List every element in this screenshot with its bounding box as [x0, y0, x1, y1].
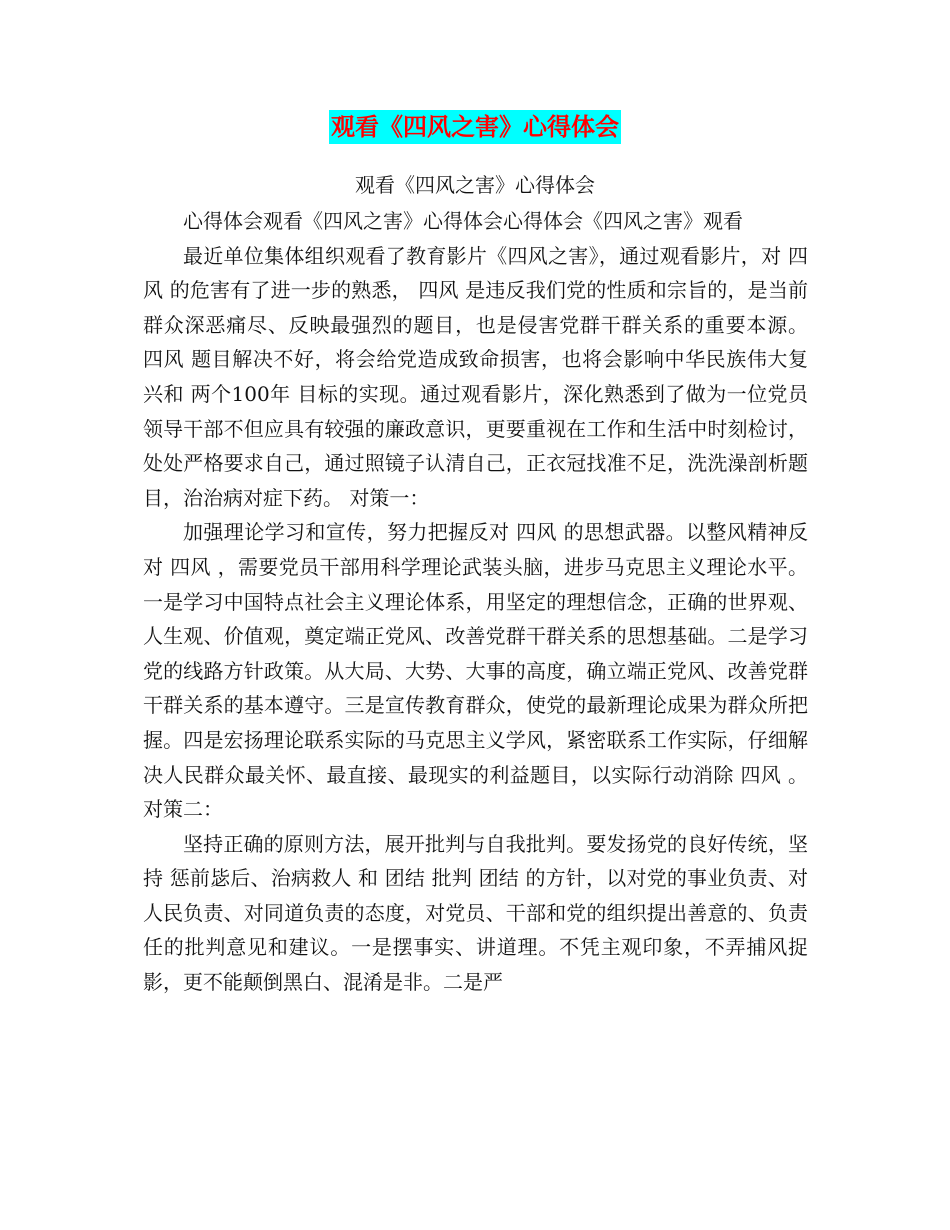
paragraph-summary: 最近单位集体组织观看了教育影片《四风之害》，通过观看影片，对 四风 的危害有了进一步的熟悉， 四风 是违反我们党的性质和宗旨的，是当前群众深恶痛尽、反映最强烈的题目，也是侵害党群干群关系的重要本源。 四风 题目解决不好，将会给党造成致命损害，也将会影响中华民族伟大复兴和 两个100年 目标的实现。通过观看影片，深化熟悉到了做为一位党员领导干部不但应具有较强的廉政意识，更要重视在工作和生活中时刻检讨，处处严格要求自己，通过照镜子认清自己，正衣冠找准不足，洗洗澡剖析题目，治治病对症下药。 对策一：: [143, 243, 808, 510]
paragraph-strategy-one: 加强理论学习和宣传，努力把握反对 四风 的思想武器。以整风精神反对 四风 ，需要党员干部用科学理论武装头脑，进步马克思主义理论水平。一是学习中国特点社会主义理论体系，用坚定的理想信念，正确的世界观、人生观、价值观，奠定端正党风、改善党群干群关系的思想基础。二是学习党的线路方针政策。从大局、大势、大事的高度，确立端正党风、改善党群干群关系的基本遵守。三是宣传教育群众，使党的最新理论成果为群众所把握。四是宏扬理论联系实际的马克思主义学风，紧密联系工作实际，仔细解决人民群众最关怀、最直接、最现实的利益题目，以实际行动消除 四风 。 对策二：: [143, 520, 808, 822]
document-subtitle: 观看《四风之害》心得体会: [355, 173, 595, 197]
paragraph-strategy-two: 坚持正确的原则方法，展开批判与自我批判。要发扬党的良好传统，坚持 惩前毖后、治病救人 和 团结 批判 团结 的方针，以对党的事业负责、对人民负责、对同道负责的态度，对党员、干部和党的组织提出善意的、负责任的批判意见和建议。一是摆事实、讲道理。不凭主观印象，不弄捕风捉影，更不能颠倒黑白、混淆是非。二是严: [143, 831, 808, 995]
paragraph-intro: 心得体会观看《四风之害》心得体会心得体会《四风之害》观看: [183, 209, 743, 233]
title-container: [0, 110, 950, 144]
document-title: 观看《四风之害》心得体会: [329, 110, 621, 144]
document-body: [143, 204, 808, 1000]
